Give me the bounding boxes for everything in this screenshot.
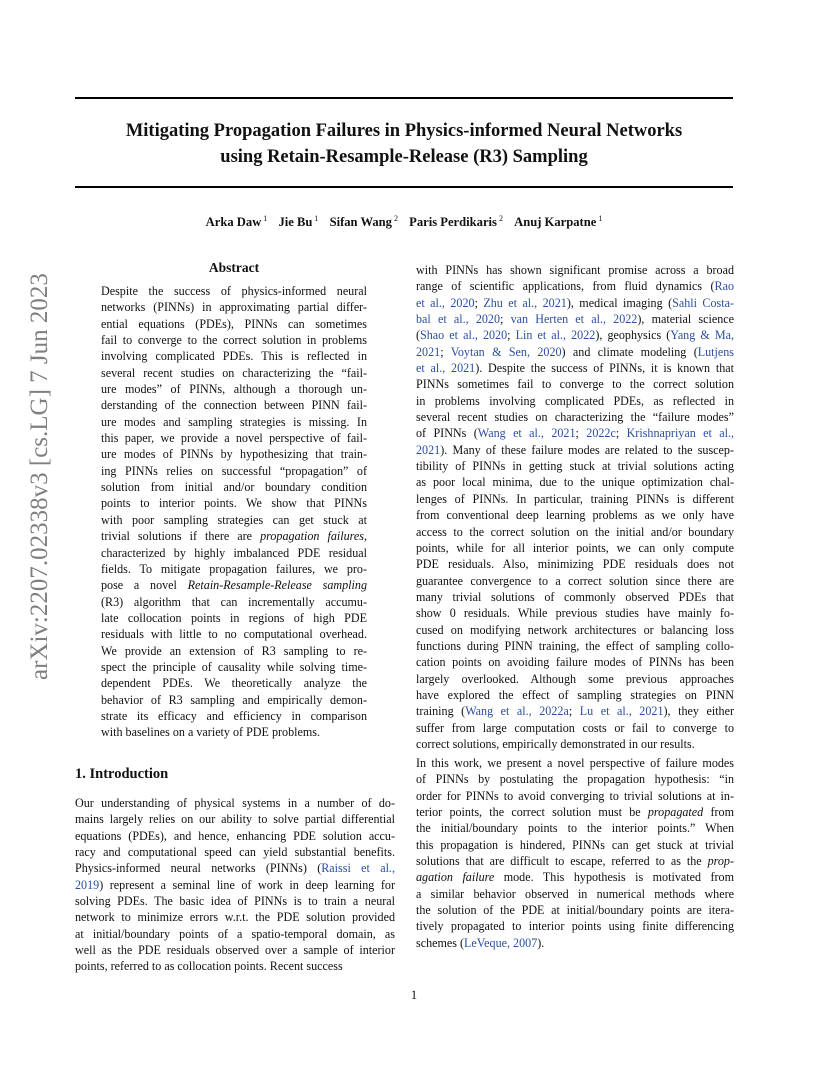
text-span: solution from initial and/or boundary condition [101, 480, 367, 495]
text-line [416, 409, 734, 425]
citation-link[interactable]: Shao et al., 2020 [420, 328, 508, 343]
introduction-left-column [75, 795, 395, 975]
author: Paris Perdikaris $^2$ [409, 214, 503, 230]
text-line [416, 393, 734, 409]
citation-link[interactable]: 2019 [75, 877, 100, 892]
abstract-heading: Abstract [208, 260, 260, 275]
text-line [416, 262, 734, 278]
citation-link[interactable]: 2021 [416, 442, 441, 457]
text-span: ( [416, 328, 421, 343]
author: Sifan Wang $^2$ [329, 214, 398, 230]
page-number: 1 [410, 988, 418, 1002]
text-line [416, 804, 734, 820]
text-span: characterized by highly imbalanced PDE residual [101, 545, 367, 560]
text-line [416, 311, 734, 327]
text-span: tibility of PINNs in getting stuck at trivial solutions acting [416, 459, 734, 474]
text-line [101, 332, 367, 348]
citation-link[interactable]: et al., 2020 [416, 295, 475, 310]
text-span: schemes ( [416, 935, 465, 950]
text-span: training ( [416, 704, 466, 719]
text-span: ) and climate modeling ( [561, 344, 698, 359]
text-span: derstanding of the connection between PINN fail- [101, 398, 367, 413]
text-span: well as the PDE residuals observed over a sample of interior [75, 943, 395, 958]
text-line [101, 381, 367, 397]
text-line [416, 736, 734, 752]
text-span: networks (PINNs) in approximating partial differ- [101, 300, 367, 315]
text-line [416, 295, 734, 311]
text-line [416, 474, 734, 490]
text-span: strate its efficacy and efficiency in comparison [101, 708, 367, 723]
text-span: fail to converge to the correct solution in problems [101, 333, 367, 348]
text-line [416, 918, 734, 934]
text-line [101, 577, 367, 593]
text-span: ), medical imaging ( [566, 295, 673, 310]
text-span: several recent studies on characterizing the “fail- [101, 365, 367, 380]
text-span: of PINNs ( [416, 426, 478, 441]
citation-link[interactable]: Sahli Costa- [672, 295, 734, 310]
text-span: points, referred to as collocation points. Recent success [75, 959, 343, 974]
text-line [416, 720, 734, 736]
text-line [416, 507, 734, 523]
text-span: a similar behavior observed in numerical methods where [416, 886, 734, 901]
text-line [101, 561, 367, 577]
text-span: ; [575, 426, 587, 441]
text-span: cation points on avoiding failure modes of PINNs has been [416, 655, 734, 670]
text-span: ). [537, 935, 545, 950]
text-line [416, 622, 734, 638]
text-span: tively propagated to interior points using finite differencing [416, 919, 734, 934]
text-line [75, 795, 395, 811]
text-line [75, 909, 395, 925]
text-line [101, 446, 367, 462]
author-list [75, 214, 733, 230]
text-span: PINNs sometimes fail to converge to the correct solution [416, 377, 734, 392]
text-line [75, 893, 395, 909]
citation-link[interactable]: bal et al., 2020 [416, 312, 501, 327]
text-span: ; [474, 295, 484, 310]
text-line [75, 942, 395, 958]
text-span: of PINNs by postulating the propagation hypothesis: “in [416, 772, 734, 787]
text-span: involving complicated PDEs. This is reflected in [101, 349, 367, 364]
text-span: propagated [647, 805, 704, 820]
text-line [416, 837, 734, 853]
text-line [416, 344, 734, 360]
text-span: cused on modifying network architectures or balancing loss [416, 622, 734, 637]
text-line [416, 788, 734, 804]
text-span: solutions that are difficult to escape, referred to as the [416, 854, 708, 869]
text-span: ure modes” of PINNs, although a thorough un- [101, 382, 367, 397]
author: Jie Bu $^1$ [278, 214, 319, 230]
text-line [101, 708, 367, 724]
text-span: Physics-informed neural networks (PINNs) ( [75, 861, 322, 876]
text-span: (R3) algorithm that can incrementally accumu- [101, 594, 367, 609]
text-span: behavior of R3 sampling and empirically demon- [101, 692, 367, 707]
author: Arka Daw $^1$ [205, 214, 268, 230]
text-line [101, 397, 367, 413]
text-line [101, 283, 367, 299]
text-span: from conventional deep learning problems as we only have [416, 508, 734, 523]
text-line [416, 589, 734, 605]
text-span: the solution of the PDE at initial/boundary points are itera- [416, 903, 734, 918]
text-line [416, 853, 734, 869]
text-span: have explored the effect of sampling strategies on PINN [416, 687, 734, 702]
text-line [416, 671, 734, 687]
citation-link[interactable]: LeVeque, 2007 [464, 935, 538, 950]
text-line [416, 869, 734, 885]
text-line [101, 430, 367, 446]
text-span: fields. To mitigate propagation failures, we pro- [101, 561, 367, 576]
text-span: ), they either [663, 704, 734, 719]
text-line [75, 811, 395, 827]
text-span: show 0 residuals. While previous studies have mainly fo- [416, 606, 734, 621]
text-span: lenges of PINNs. In particular, training PINNs is different [416, 491, 734, 506]
text-span: , [363, 529, 368, 544]
text-span: In this work, we present a novel perspective of failure modes [416, 756, 734, 770]
text-span: pose a novel [101, 578, 188, 593]
text-span: ). Despite the success of PINNs, it is known that [475, 361, 734, 376]
text-span: terior points, the correct solution must be [416, 805, 648, 820]
text-line [75, 877, 395, 893]
text-span: ; [568, 704, 580, 719]
text-span: points, while for all interior points, we can only compute [416, 540, 734, 555]
text-line [101, 365, 367, 381]
citation-link[interactable]: Lutjens [697, 344, 735, 359]
text-span: many trivial solutions of commonly observed PDEs that [416, 589, 734, 604]
text-line [101, 675, 367, 691]
citation-link[interactable]: 2021 [416, 344, 441, 359]
text-line [416, 902, 734, 918]
text-line [101, 626, 367, 642]
text-span: in problems involving complicated PDEs, as reflected in [416, 393, 734, 408]
text-span: ure modes and sampling strategies is missing. In [101, 414, 367, 429]
text-span: suffer from large computation costs or fail to converge to [416, 720, 734, 735]
text-line [416, 524, 734, 540]
text-line [101, 724, 367, 740]
text-line [416, 654, 734, 670]
arxiv-identifier: arXiv:2207.02338v3 [cs.LG] 7 Jun 2023 [26, 273, 53, 680]
introduction-heading: 1. Introduction [75, 766, 169, 782]
text-span: mains largely relies on our ability to solve partial differential [75, 812, 395, 827]
text-line [101, 463, 367, 479]
text-line [416, 703, 734, 719]
text-span: ential equations (PDEs), PINNs can sometimes [101, 316, 367, 331]
text-span: propagation failures [260, 529, 364, 544]
text-span: residuals with little to no computational overhead. [101, 627, 367, 642]
text-line [416, 935, 734, 951]
text-line [416, 442, 734, 458]
text-span: ), geophysics ( [595, 328, 671, 343]
text-span: guarantee convergence to a correct solution since there are [416, 573, 734, 588]
text-span: several recent studies on characterizing the “failure modes” [416, 410, 734, 425]
citation-link[interactable]: Rao [714, 279, 734, 294]
text-span: racy and computational speed can yield substantial benefits. [75, 845, 395, 860]
text-line [101, 643, 367, 659]
citation-link[interactable]: van Herten et al., 2022 [510, 312, 638, 327]
text-span: network to minimize errors w.r.t. the PDE solution provided [75, 910, 395, 925]
text-span: Our understanding of physical systems in a number of do- [75, 796, 395, 810]
text-line [416, 687, 734, 703]
text-line [101, 659, 367, 675]
text-span: ing PINNs relies on successful “propagation” of [101, 463, 367, 478]
text-line [416, 820, 734, 836]
text-line [416, 755, 734, 771]
citation-link[interactable]: Wang et al., 2022a [465, 704, 569, 719]
text-span: solving PDEs. The basic idea of PINNs is to train a neural [75, 894, 395, 909]
text-span: at initial/boundary points of a spatio-temporal domain, as [75, 926, 395, 941]
citation-link[interactable]: Lu et al., 2021 [579, 704, 664, 719]
bottom-rule [75, 186, 733, 188]
citation-link[interactable]: Zhu et al., 2021 [483, 295, 567, 310]
text-line [75, 860, 395, 876]
text-span: dependent PDEs. We theoretically analyze the [101, 676, 367, 691]
text-span: correct solutions, empirically demonstrated in our results. [416, 736, 695, 751]
citation-link[interactable]: Raissi et al., [321, 861, 395, 876]
text-line [416, 327, 734, 343]
author: Anuj Karpatne $^1$ [514, 214, 603, 230]
text-line [75, 844, 395, 860]
text-span: access to the correct solution on the initial and/or boundary [416, 524, 734, 539]
paper-title-line-1: Mitigating Propagation Failures in Physics-informed Neural Networks [125, 121, 683, 141]
text-line [416, 556, 734, 572]
text-line [101, 594, 367, 610]
text-span: as poor local minima, due to the unique optimization chal- [416, 475, 734, 490]
citation-link[interactable]: Yang & Ma, [670, 328, 734, 343]
text-span: order for PINNs to avoid converging to trivial solutions at in- [416, 788, 734, 803]
citation-link[interactable]: Krishnapriyan et al., [626, 426, 735, 441]
text-span: agation failure [416, 870, 495, 885]
text-line [416, 886, 734, 902]
text-span: points to interior points. We show that PINNs [101, 496, 367, 511]
text-line [416, 278, 734, 294]
text-span: ; [500, 312, 511, 327]
text-span: range of scientific applications, from fluid dynamics ( [416, 279, 715, 294]
text-line [101, 348, 367, 364]
text-span: Despite the success of physics-informed neural [101, 284, 367, 298]
text-line [416, 491, 734, 507]
text-line [75, 828, 395, 844]
text-span: trivial solutions if there are [101, 529, 261, 544]
text-line [416, 638, 734, 654]
text-line [416, 425, 734, 441]
text-span: ; [440, 344, 451, 359]
text-line [416, 360, 734, 376]
text-span: ). Many of these failure modes are related to the suscep- [440, 442, 734, 457]
text-span: prop- [707, 854, 734, 869]
text-line [101, 479, 367, 495]
text-span: this paper, we provide a novel perspective of fail- [101, 431, 367, 446]
text-line [101, 512, 367, 528]
text-span: late collocation points in regions of high PDE [101, 610, 367, 625]
text-span: the initial/boundary points to the interior points.” When [416, 821, 734, 836]
text-span: ) represent a seminal line of work in deep learning for [99, 877, 395, 892]
text-span: from [703, 805, 734, 820]
text-line [416, 540, 734, 556]
text-span: with PINNs has shown significant promise across a broad [416, 263, 734, 277]
text-span: ; [507, 328, 516, 343]
text-line [416, 573, 734, 589]
text-span: ; [615, 426, 627, 441]
text-line [101, 316, 367, 332]
citation-link[interactable]: et al., 2021 [416, 361, 476, 376]
text-span: spect the principle of causality while solving time- [101, 659, 367, 674]
text-span: functions during PINN training, the effect of sampling collo- [416, 638, 734, 653]
text-span: ure modes of PINNs by hypothesizing that train- [101, 447, 367, 462]
text-line [101, 299, 367, 315]
text-line [101, 610, 367, 626]
text-line [101, 692, 367, 708]
text-line [416, 458, 734, 474]
top-rule [75, 97, 733, 99]
text-line [75, 926, 395, 942]
text-span: this propagation is hindered, PINNs can get stuck at trivial [416, 837, 734, 852]
text-line [101, 495, 367, 511]
introduction-right-paragraph-1 [416, 262, 734, 752]
citation-link[interactable]: Lin et al., 2022 [515, 328, 596, 343]
text-line [101, 414, 367, 430]
text-line [75, 958, 395, 974]
text-span: mode. This hypothesis is motivated from [494, 870, 734, 885]
text-line [416, 771, 734, 787]
text-span: with poor sampling strategies can get stuck at [101, 512, 367, 527]
citation-link[interactable]: 2022c [586, 426, 616, 441]
abstract-body [101, 283, 367, 741]
text-span: We provide an extension of R3 sampling to re- [101, 643, 367, 658]
text-line [101, 528, 367, 544]
text-span: with baselines on a variety of PDE problems. [101, 725, 320, 740]
introduction-right-paragraph-2 [416, 755, 734, 951]
text-line [101, 545, 367, 561]
text-span: ), material science [637, 312, 734, 327]
text-span: PDE residuals. Also, minimizing PDE residuals does not [416, 557, 734, 572]
text-line [416, 605, 734, 621]
paper-title-line-2: using Retain-Resample-Release (R3) Sampling [220, 147, 588, 167]
text-span: Retain-Resample-Release sampling [187, 578, 367, 593]
citation-link[interactable]: Wang et al., 2021 [477, 426, 576, 441]
citation-link[interactable]: Voytan & Sen, 2020 [450, 344, 562, 359]
text-span: equations (PDEs), and hence, enhancing PDE solution accu- [75, 828, 395, 843]
text-line [416, 376, 734, 392]
text-span: largely overlooked. Although some previous approaches [416, 671, 734, 686]
